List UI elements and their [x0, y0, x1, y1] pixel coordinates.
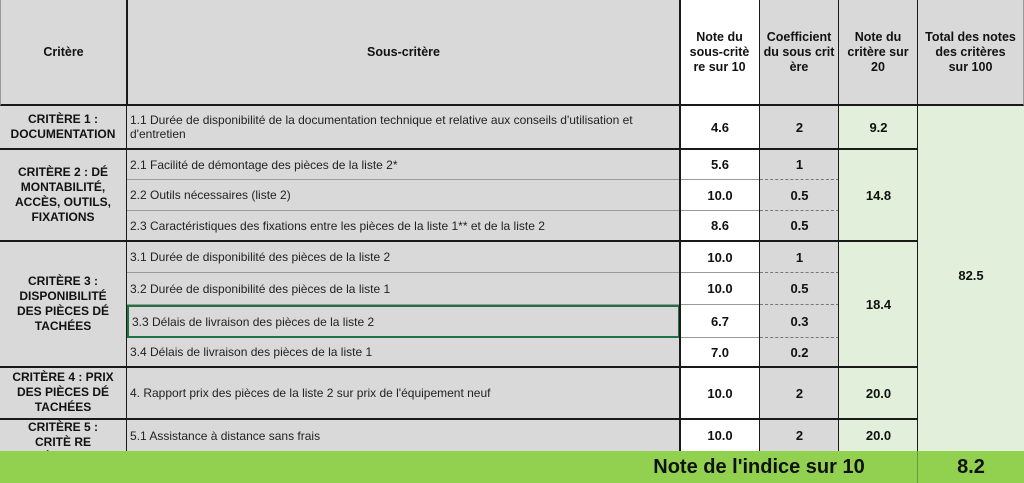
note-critere-1[interactable]: 9.2	[839, 106, 918, 150]
sous-critere-2-2[interactable]: 2.2 Outils nécessaires (liste 2)	[127, 180, 680, 211]
footer-value[interactable]: 8.2	[957, 455, 985, 478]
critere-1-label[interactable]: CRITÈRE 1 : DOCUMENTATION	[0, 106, 127, 150]
sous-critere-3-1[interactable]: 3.1 Durée de disponibilité des pièces de la liste 2	[127, 242, 680, 273]
header-note-sous-critere[interactable]	[680, 0, 760, 106]
coef-3-4[interactable]: 0.2	[760, 338, 839, 368]
sous-critere-5-1[interactable]: 5.1 Assistance à distance sans frais	[127, 420, 680, 451]
header-note-critere[interactable]	[839, 0, 918, 106]
header-critere[interactable]	[0, 0, 127, 106]
coef-2-3[interactable]: 0.5	[760, 211, 839, 242]
note-3-3[interactable]: 6.7	[680, 305, 760, 338]
coef-3-2[interactable]: 0.5	[760, 273, 839, 305]
sous-critere-2-3[interactable]: 2.3 Caractéristiques des fixations entre les pièces de la liste 1** et de la liste 2	[127, 211, 680, 242]
header-note-sous-critere-label: Note du sous-critè re sur 10	[689, 29, 750, 74]
grid-line	[838, 0, 839, 451]
critere-5-label[interactable]: CRITÈRE 5 : CRITÈ RE	[0, 420, 127, 451]
sous-critere-4[interactable]: 4. Rapport prix des pièces de la liste 2 sur prix de l'équipement neuf	[127, 368, 680, 420]
header-total[interactable]	[918, 0, 1024, 106]
header-coefficient-label: Coefficient du sous crit ère	[763, 29, 835, 74]
coef-1-1[interactable]: 2	[760, 106, 839, 150]
note-critere-3[interactable]: 18.4	[839, 242, 918, 368]
sous-critere-3-2[interactable]: 3.2 Durée de disponibilité des pièces de la liste 1	[127, 273, 680, 305]
note-5-1[interactable]: 10.0	[680, 420, 760, 451]
note-3-1[interactable]: 10.0	[680, 242, 760, 273]
header-critere-label: Critère	[43, 44, 84, 59]
grid-line	[679, 0, 681, 451]
grid-line	[126, 0, 127, 451]
grid-line	[759, 0, 760, 451]
note-3-4[interactable]: 7.0	[680, 338, 760, 368]
coef-2-2[interactable]: 0.5	[760, 180, 839, 211]
note-critere-5[interactable]: 20.0	[839, 420, 918, 451]
grid-line	[917, 0, 918, 451]
header-coefficient[interactable]	[760, 0, 839, 106]
critere-2-label[interactable]: CRITÈRE 2 : DÉ MONTABILITÉ, ACCÈS, OUTILS, FIXATIONS	[0, 150, 127, 242]
critere-4-label[interactable]: CRITÈRE 4 : PRIX DES PIÈCES DÉ TACHÉES	[0, 368, 127, 420]
sous-critere-1-1[interactable]: 1.1 Durée de disponibilité de la documentation technique et relative aux conseils d'utilisation et d'entretien	[127, 106, 680, 150]
note-2-1[interactable]: 5.6	[680, 150, 760, 180]
sous-critere-3-3[interactable]: 3.3 Délais de livraison des pièces de la liste 2	[127, 305, 680, 338]
sous-critere-3-4[interactable]: 3.4 Délais de livraison des pièces de la liste 1	[127, 338, 680, 368]
note-1-1[interactable]: 4.6	[680, 106, 760, 150]
coef-3-1[interactable]: 1	[760, 242, 839, 273]
coef-3-3[interactable]: 0.3	[760, 305, 839, 338]
coef-2-1[interactable]: 1	[760, 150, 839, 180]
note-3-2[interactable]: 10.0	[680, 273, 760, 305]
coef-4[interactable]: 2	[760, 368, 839, 420]
critere-3-label[interactable]: CRITÈRE 3 : DISPONIBILITÉ DES PIÈCES DÉ TACHÉES	[0, 242, 127, 368]
header-total-label: Total des notes des critères sur 100	[925, 29, 1016, 74]
note-2-2[interactable]: 10.0	[680, 180, 760, 211]
coef-5-1[interactable]: 2	[760, 420, 839, 451]
header-sous-critere[interactable]	[127, 0, 680, 106]
total-sur-100[interactable]: 82.5	[918, 106, 1024, 451]
footer-label: Note de l'indice sur 10	[653, 455, 865, 478]
header-note-critere-label: Note du critère sur 20	[847, 29, 909, 74]
header-sous-critere-label: Sous-critère	[367, 44, 440, 59]
note-critere-4[interactable]: 20.0	[839, 368, 918, 420]
note-2-3[interactable]: 8.6	[680, 211, 760, 242]
sous-critere-2-1[interactable]: 2.1 Facilité de démontage des pièces de la liste 2*	[127, 150, 680, 180]
note-critere-2[interactable]: 14.8	[839, 150, 918, 242]
note-4[interactable]: 10.0	[680, 368, 760, 420]
